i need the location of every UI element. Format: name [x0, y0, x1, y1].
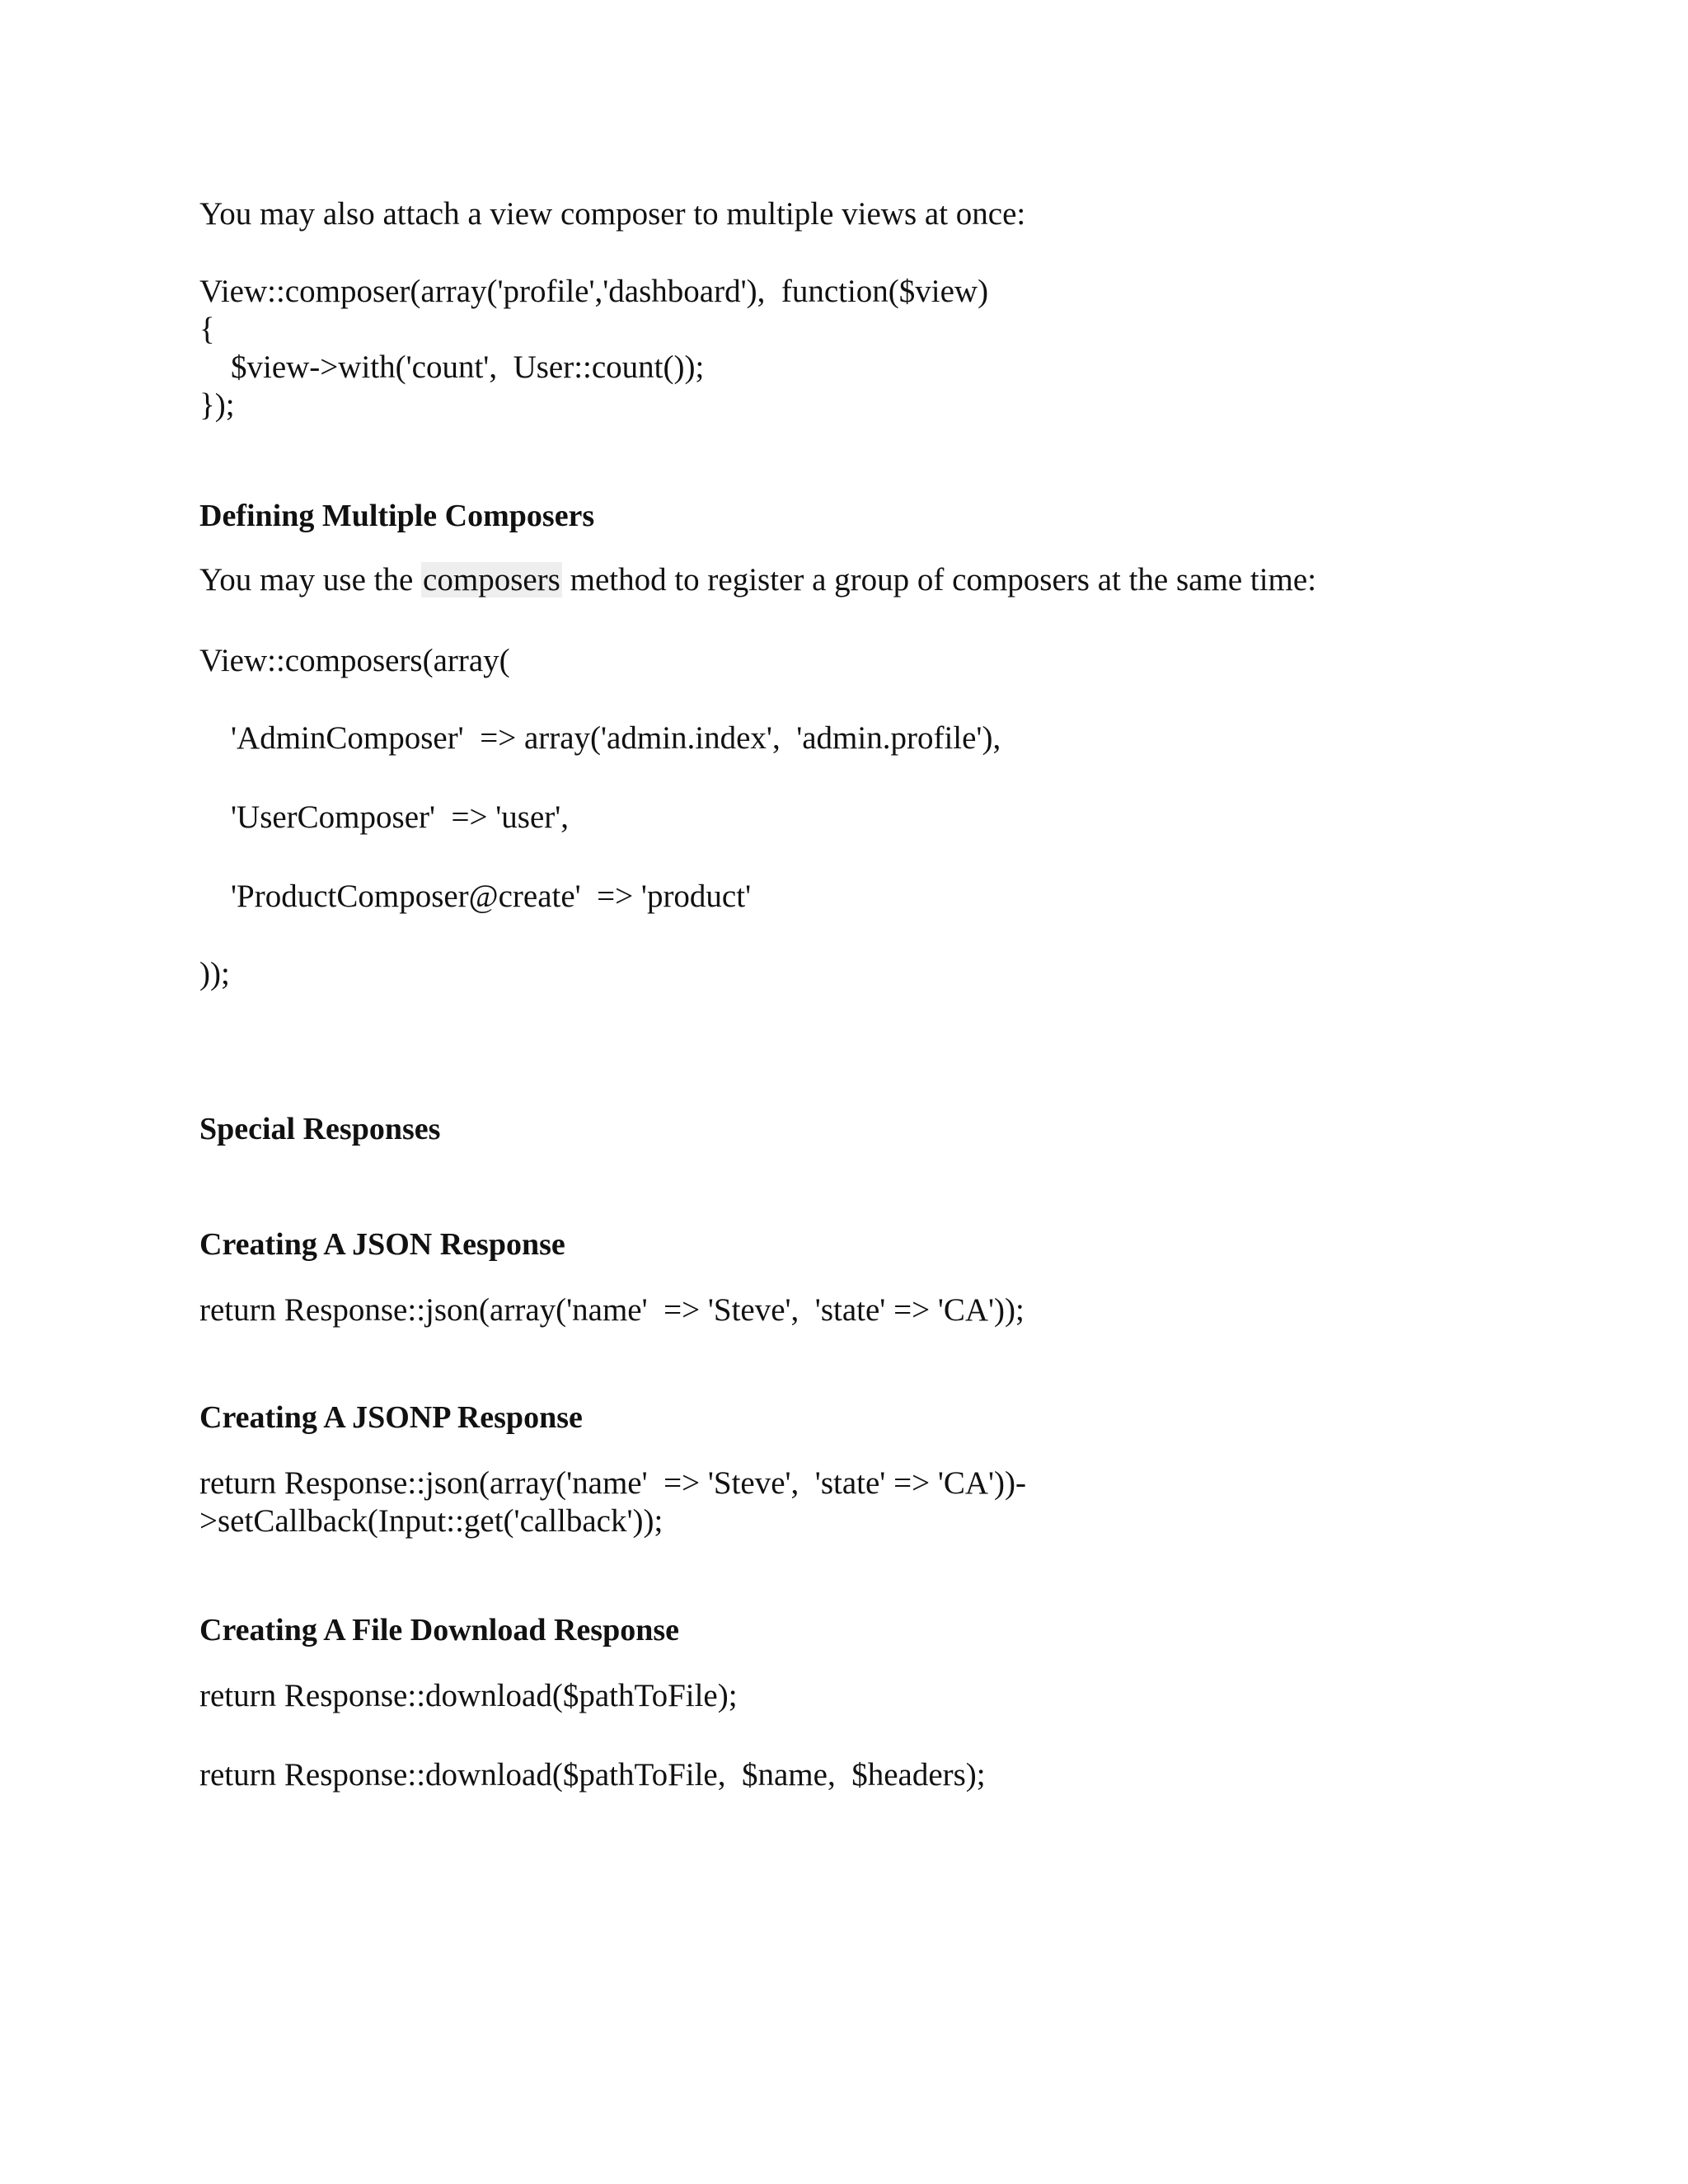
code-line: return Response::json(array('name' => 'Steve', 'state' => 'CA'))- — [199, 1465, 1027, 1501]
code-line: >setCallback(Input::get('callback')); — [199, 1503, 663, 1539]
code-line: View::composers(array( — [199, 643, 510, 678]
section-heading-file-download: Creating A File Download Response — [199, 1613, 680, 1647]
section-heading-json-response: Creating A JSON Response — [199, 1227, 565, 1262]
code-line: 'AdminComposer' => array('admin.index', 'admin.profile'), — [231, 720, 1001, 756]
code-line: 'UserComposer' => 'user', — [231, 799, 570, 835]
highlighted-term: composers — [423, 562, 560, 598]
section-heading-multiple-composers: Defining Multiple Composers — [199, 499, 595, 533]
code-line: return Response::download($pathToFile); — [199, 1678, 738, 1713]
paragraph-text: method to register a group of composers at the same time: — [561, 562, 1317, 598]
code-line: View::composer(array('profile','dashboard'), function($view) — [199, 274, 989, 309]
code-line: }); — [199, 387, 235, 423]
code-line: return Response::json(array('name' => 'Steve', 'state' => 'CA')); — [199, 1292, 1025, 1328]
multiple-composers-paragraph — [199, 560, 1316, 600]
section-heading-special-responses: Special Responses — [199, 1112, 441, 1146]
section-heading-jsonp-response: Creating A JSONP Response — [199, 1400, 583, 1435]
code-line: 'ProductComposer@create' => 'product' — [231, 879, 752, 914]
code-line: $view->with('count', User::count()); — [231, 349, 705, 385]
intro-paragraph: You may also attach a view composer to multiple views at once: — [199, 196, 1026, 232]
code-line: return Response::download($pathToFile, $name, $headers); — [199, 1757, 986, 1793]
paragraph-text: You may use the — [199, 562, 422, 598]
code-line: )); — [199, 956, 230, 991]
code-line: { — [199, 312, 215, 347]
